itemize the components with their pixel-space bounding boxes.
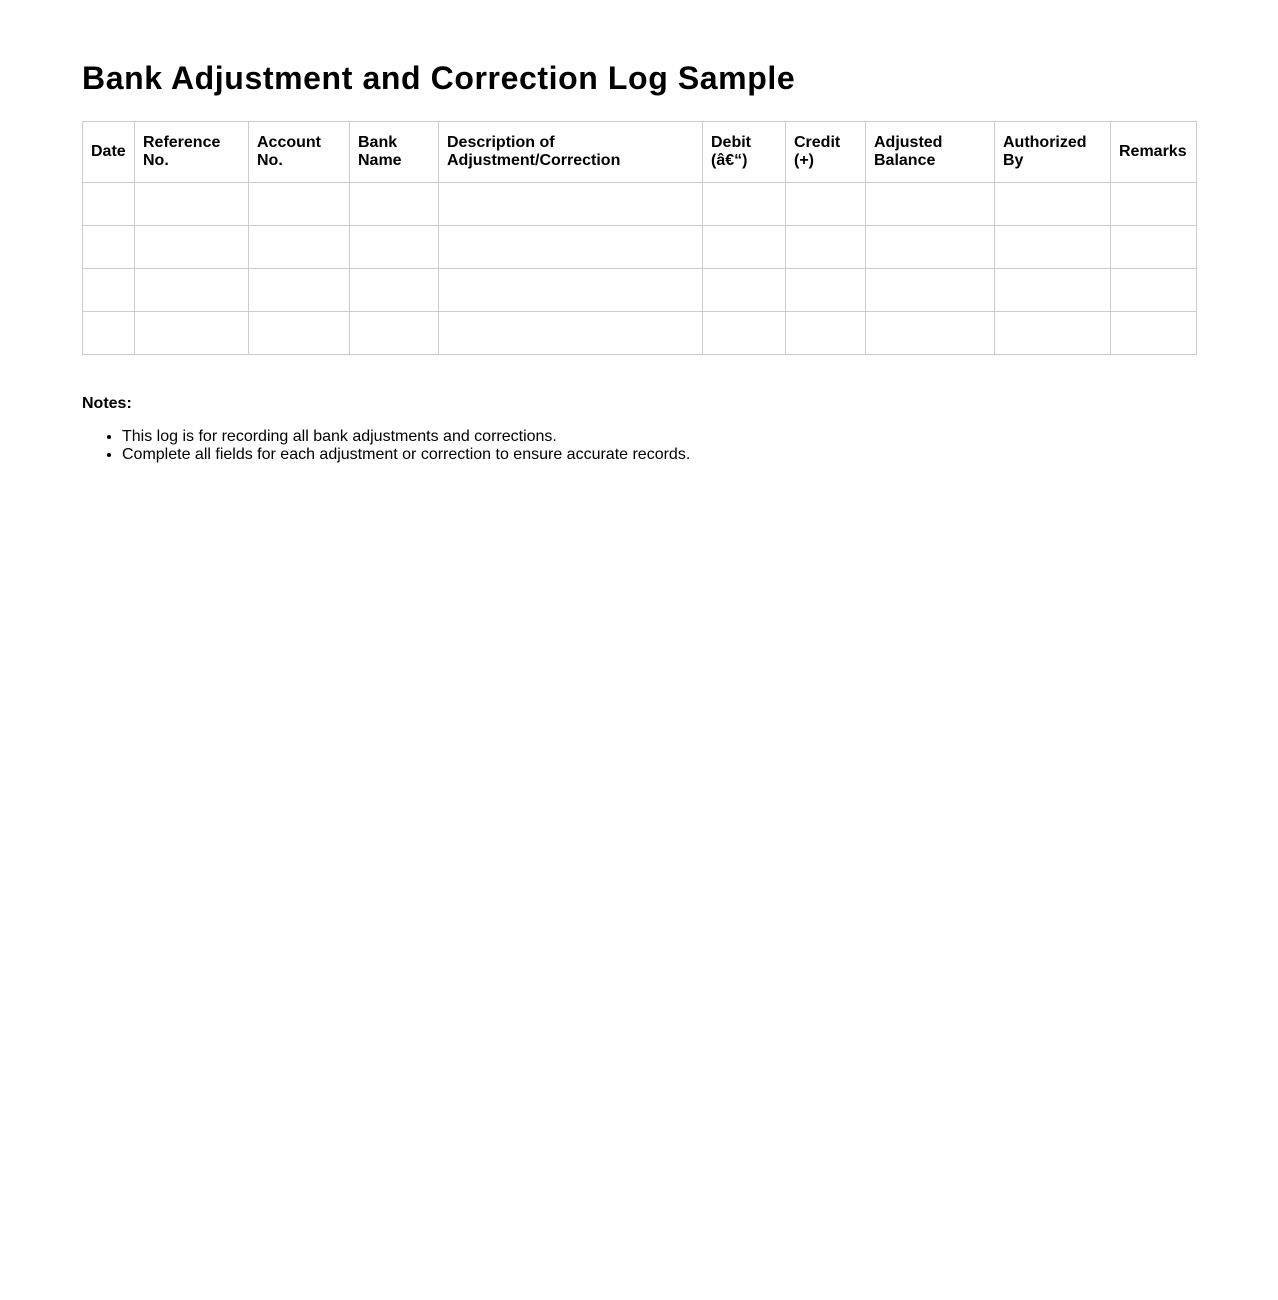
table-cell xyxy=(786,269,866,312)
table-cell xyxy=(135,312,249,355)
table-cell xyxy=(786,183,866,226)
column-header-date: Date xyxy=(83,122,135,183)
table-cell xyxy=(135,183,249,226)
table-cell xyxy=(83,312,135,355)
adjustment-log-table xyxy=(82,121,1197,355)
column-header-debit: Debit (â€“) xyxy=(703,122,786,183)
table-cell xyxy=(786,312,866,355)
column-header-reference-no: Reference No. xyxy=(135,122,249,183)
table-cell xyxy=(786,226,866,269)
table-cell xyxy=(1111,226,1197,269)
notes-list-item: • Complete all fields for each adjustment or correction to ensure accurate records. xyxy=(122,446,1196,464)
table-header-row xyxy=(83,122,1197,183)
table-cell xyxy=(83,183,135,226)
table-cell xyxy=(135,269,249,312)
table-row xyxy=(83,312,1197,355)
column-header-account-no: Account No. xyxy=(249,122,350,183)
table-cell xyxy=(866,226,995,269)
table-cell xyxy=(703,183,786,226)
table-cell xyxy=(350,183,439,226)
table-cell xyxy=(703,226,786,269)
table-cell xyxy=(350,226,439,269)
table-cell xyxy=(249,269,350,312)
column-header-authorized-by: Authorized By xyxy=(995,122,1111,183)
column-header-bank-name: Bank Name xyxy=(350,122,439,183)
column-header-credit: Credit (+) xyxy=(786,122,866,183)
table-cell xyxy=(439,183,703,226)
table-cell xyxy=(1111,269,1197,312)
table-cell xyxy=(439,226,703,269)
table-cell xyxy=(135,226,249,269)
table-cell xyxy=(703,312,786,355)
table-cell xyxy=(350,312,439,355)
table-cell xyxy=(995,183,1111,226)
table-cell xyxy=(350,269,439,312)
table-cell xyxy=(1111,312,1197,355)
table-cell xyxy=(866,312,995,355)
table-cell xyxy=(83,269,135,312)
document-page xyxy=(82,56,1196,464)
column-header-adjusted-balance: Adjusted Balance xyxy=(866,122,995,183)
table-cell xyxy=(866,183,995,226)
table-cell xyxy=(249,312,350,355)
table-cell xyxy=(249,183,350,226)
table-cell xyxy=(866,269,995,312)
table-cell xyxy=(995,226,1111,269)
table-cell xyxy=(439,312,703,355)
table-cell xyxy=(995,312,1111,355)
table-row xyxy=(83,226,1197,269)
table-cell xyxy=(995,269,1111,312)
table-cell xyxy=(703,269,786,312)
column-header-description: Description of Adjustment/Correction xyxy=(439,122,703,183)
notes-heading: Notes: xyxy=(82,395,132,412)
table-cell xyxy=(83,226,135,269)
table-cell xyxy=(439,269,703,312)
notes-list xyxy=(82,428,1196,464)
table-cell xyxy=(249,226,350,269)
table-row xyxy=(83,269,1197,312)
table-row xyxy=(83,183,1197,226)
page-title: Bank Adjustment and Correction Log Sample xyxy=(82,60,796,96)
notes-list-item: • This log is for recording all bank adjustments and corrections. xyxy=(122,428,1196,446)
column-header-remarks: Remarks xyxy=(1111,122,1197,183)
table-cell xyxy=(1111,183,1197,226)
